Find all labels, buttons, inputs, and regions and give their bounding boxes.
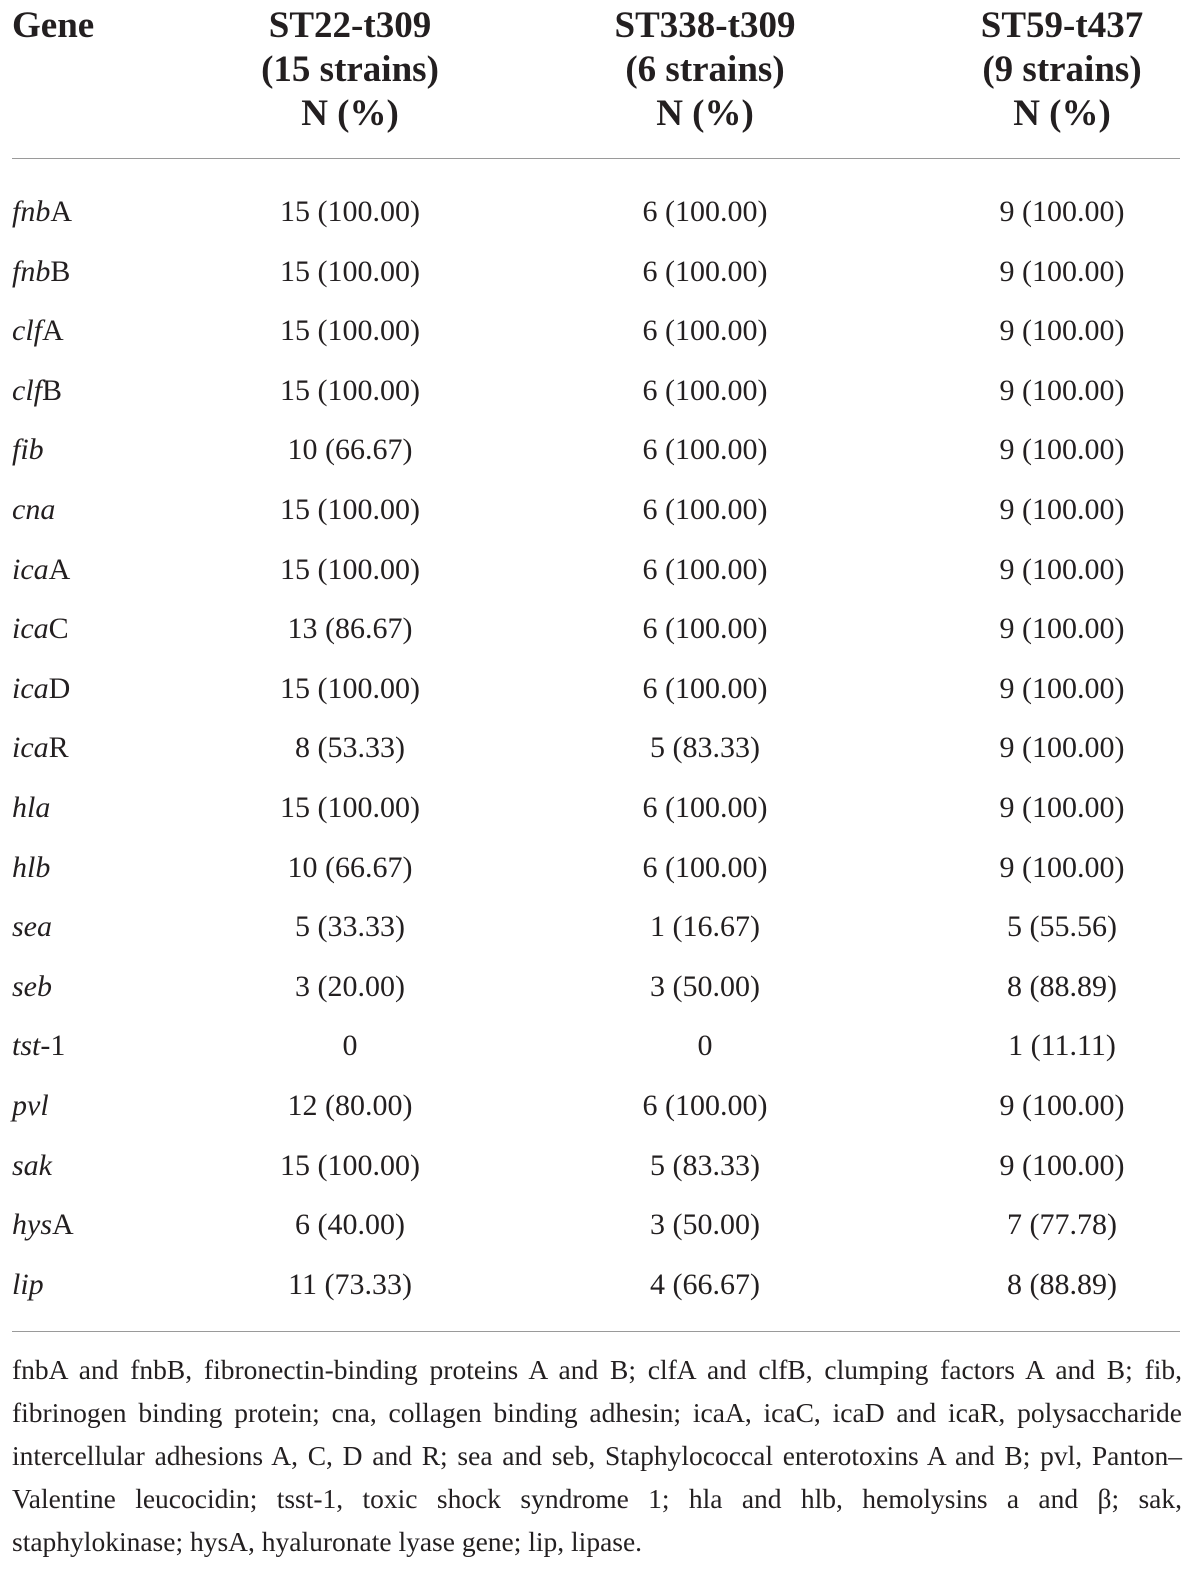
st338-value: 4 (66.67) — [650, 1267, 760, 1301]
gene-name-italic: fib — [12, 433, 44, 467]
st338-value: 6 (100.00) — [642, 492, 768, 526]
gene-name-italic: hlb — [12, 850, 51, 884]
st59-value: 5 (55.56) — [1007, 910, 1117, 944]
gene-name-italic: lip — [12, 1267, 44, 1301]
st338-value: 6 (100.00) — [642, 373, 768, 407]
st22-value: 15 (100.00) — [280, 373, 420, 407]
st338-value: 3 (50.00) — [650, 1208, 760, 1242]
header-gene — [12, 4, 94, 48]
header-gene-label: Gene — [12, 5, 95, 46]
st338-value: 1 (16.67) — [650, 910, 760, 944]
gene-cell — [12, 420, 44, 480]
table-row — [0, 420, 1200, 480]
table-row — [0, 182, 1200, 242]
gene-cell — [12, 838, 50, 898]
st22-value: 13 (86.67) — [287, 612, 413, 646]
st22-value: 15 (100.00) — [280, 492, 420, 526]
st338-value: 6 (100.00) — [642, 314, 768, 348]
header-st59-line3: N (%) — [1013, 93, 1111, 134]
st22-value: 15 (100.00) — [280, 1148, 420, 1182]
gene-name-suffix: B — [42, 373, 63, 407]
header-st22-line3: N (%) — [301, 93, 399, 134]
st22-value: 12 (80.00) — [287, 1088, 413, 1122]
st338-value: 5 (83.33) — [650, 1148, 760, 1182]
header-st338 — [570, 4, 840, 136]
table-row — [0, 718, 1200, 778]
header-st22 — [215, 4, 485, 136]
st338-value: 6 (100.00) — [642, 195, 768, 228]
st59-value: 9 (100.00) — [999, 373, 1125, 407]
st22-value: 15 (100.00) — [280, 552, 420, 586]
header-st338-line1: ST338-t309 — [614, 5, 796, 46]
gene-name-italic: hla — [12, 790, 51, 824]
table-footnote: fnbA and fnbB, fibronectin-binding proteins A and B; clfA and clfB, clumping factors A and B; fib, fibrinogen binding protein; cna, collagen binding adhesin; icaA, icaC, icaD and icaR, polysaccharide intercellular adhesions A, C, D and R; sea and seb, Staphylococcal enterotoxins A and B; pvl, Panton–Valentine leucocidin; tsst-1, toxic shock syndrome 1; hla and hlb, hemolysins a and β; sak, staphylokinase; hysA, hyaluronate lyase gene; lip, lipase. — [12, 1354, 1182, 1557]
gene-name-suffix: A — [50, 195, 73, 228]
gene-name-suffix: D — [48, 671, 71, 705]
header-st22-line2: (15 strains) — [261, 49, 439, 90]
gene-name-italic: fnb — [12, 254, 51, 288]
table-row — [0, 778, 1200, 838]
st59-value: 9 (100.00) — [999, 552, 1125, 586]
table-row — [0, 540, 1200, 600]
gene-name-italic: sea — [12, 910, 52, 944]
st22-value: 11 (73.33) — [288, 1267, 412, 1301]
st59-value: 9 (100.00) — [999, 314, 1125, 348]
st59-value: 9 (100.00) — [999, 433, 1125, 467]
gene-name-italic: hys — [12, 1208, 52, 1242]
table-row — [0, 897, 1200, 957]
table-row — [0, 838, 1200, 898]
header-st59-line1: ST59-t437 — [980, 5, 1144, 46]
st338-value: 6 (100.00) — [642, 612, 768, 646]
gene-name-italic: ica — [12, 731, 49, 765]
table-row — [0, 1016, 1200, 1076]
st22-value: 6 (40.00) — [295, 1208, 405, 1242]
gene-name-italic: ica — [12, 552, 49, 586]
st59-value: 9 (100.00) — [999, 492, 1125, 526]
gene-cell — [12, 957, 52, 1017]
gene-cell — [12, 242, 70, 302]
gene-name-italic: tst — [12, 1029, 41, 1063]
st338-value: 5 (83.33) — [650, 731, 760, 765]
st22-value: 15 (100.00) — [280, 790, 420, 824]
gene-cell — [12, 659, 70, 719]
st338-value: 6 (100.00) — [642, 433, 768, 467]
gene-name-suffix: A — [42, 314, 64, 348]
gene-cell — [12, 599, 69, 659]
st59-value: 1 (11.11) — [1008, 1029, 1116, 1063]
gene-cell — [12, 1255, 44, 1315]
gene-cell — [12, 361, 62, 421]
gene-name-suffix: A — [52, 1208, 74, 1242]
header-st59 — [927, 4, 1197, 136]
gene-cell — [12, 540, 70, 600]
st338-value: 6 (100.00) — [642, 671, 768, 705]
st22-value: 15 (100.00) — [280, 671, 420, 705]
table-body — [0, 182, 1200, 1314]
gene-name-italic: ica — [12, 671, 49, 705]
footnote-divider — [12, 1331, 1180, 1332]
st59-value: 9 (100.00) — [999, 254, 1125, 288]
gene-name-italic: fnb — [12, 195, 51, 228]
table-row — [0, 659, 1200, 719]
header-st22-line1: ST22-t309 — [268, 5, 432, 46]
st338-value: 0 — [697, 1029, 713, 1063]
header-st338-line3: N (%) — [656, 93, 754, 134]
table-row — [0, 1076, 1200, 1136]
gene-name-italic: cna — [12, 492, 56, 526]
st338-value: 6 (100.00) — [642, 790, 768, 824]
gene-name-italic: ica — [12, 612, 49, 646]
gene-cell — [12, 1016, 65, 1076]
gene-name-suffix: B — [50, 254, 71, 288]
st59-value: 9 (100.00) — [999, 612, 1125, 646]
gene-name-suffix: A — [48, 552, 71, 586]
st338-value: 6 (100.00) — [642, 254, 768, 288]
st59-value: 9 (100.00) — [999, 1148, 1125, 1182]
st22-value: 5 (33.33) — [295, 910, 405, 944]
st59-value: 9 (100.00) — [999, 195, 1125, 228]
st22-value: 15 (100.00) — [280, 254, 420, 288]
gene-name-italic: pvl — [12, 1088, 49, 1122]
table-header — [0, 0, 1200, 160]
st59-value: 8 (88.89) — [1007, 1267, 1117, 1301]
table-row — [0, 957, 1200, 1017]
gene-cell — [12, 182, 72, 242]
st59-value: 9 (100.00) — [999, 850, 1125, 884]
st338-value: 6 (100.00) — [642, 1088, 768, 1122]
st338-value: 6 (100.00) — [642, 552, 768, 586]
st59-value: 7 (77.78) — [1007, 1208, 1117, 1242]
st22-value: 10 (66.67) — [287, 433, 413, 467]
st22-value: 8 (53.33) — [295, 731, 405, 765]
table-row — [0, 301, 1200, 361]
st59-value: 9 (100.00) — [999, 790, 1125, 824]
st59-value: 9 (100.00) — [999, 731, 1125, 765]
table-row — [0, 599, 1200, 659]
st338-value: 6 (100.00) — [642, 850, 768, 884]
st22-value: 15 (100.00) — [280, 314, 420, 348]
table-row — [0, 242, 1200, 302]
st22-value: 3 (20.00) — [295, 969, 405, 1003]
table-row — [0, 1136, 1200, 1196]
gene-cell — [12, 1195, 74, 1255]
gene-name-italic: seb — [12, 969, 52, 1003]
st22-value: 0 — [342, 1029, 358, 1063]
gene-name-suffix: -1 — [40, 1029, 66, 1063]
gene-cell — [12, 301, 64, 361]
header-divider — [12, 158, 1180, 159]
table-row — [0, 1195, 1200, 1255]
gene-name-italic: sak — [12, 1148, 52, 1182]
st338-value: 3 (50.00) — [650, 969, 760, 1003]
gene-cell — [12, 897, 52, 957]
st59-value: 9 (100.00) — [999, 1088, 1125, 1122]
table-row — [0, 480, 1200, 540]
gene-cell — [12, 1136, 52, 1196]
gene-cell — [12, 480, 55, 540]
gene-cell — [12, 718, 69, 778]
table-row — [0, 1255, 1200, 1315]
st59-value: 8 (88.89) — [1007, 969, 1117, 1003]
st22-value: 15 (100.00) — [280, 195, 420, 228]
gene-name-italic: clf — [12, 314, 42, 348]
header-st59-line2: (9 strains) — [982, 49, 1142, 90]
gene-name-suffix: R — [48, 731, 69, 765]
gene-name-suffix: C — [48, 612, 69, 646]
header-st338-line2: (6 strains) — [625, 49, 785, 90]
gene-name-italic: clf — [12, 373, 42, 407]
st22-value: 10 (66.67) — [287, 850, 413, 884]
table-row — [0, 361, 1200, 421]
st59-value: 9 (100.00) — [999, 671, 1125, 705]
gene-cell — [12, 778, 50, 838]
gene-cell — [12, 1076, 49, 1136]
